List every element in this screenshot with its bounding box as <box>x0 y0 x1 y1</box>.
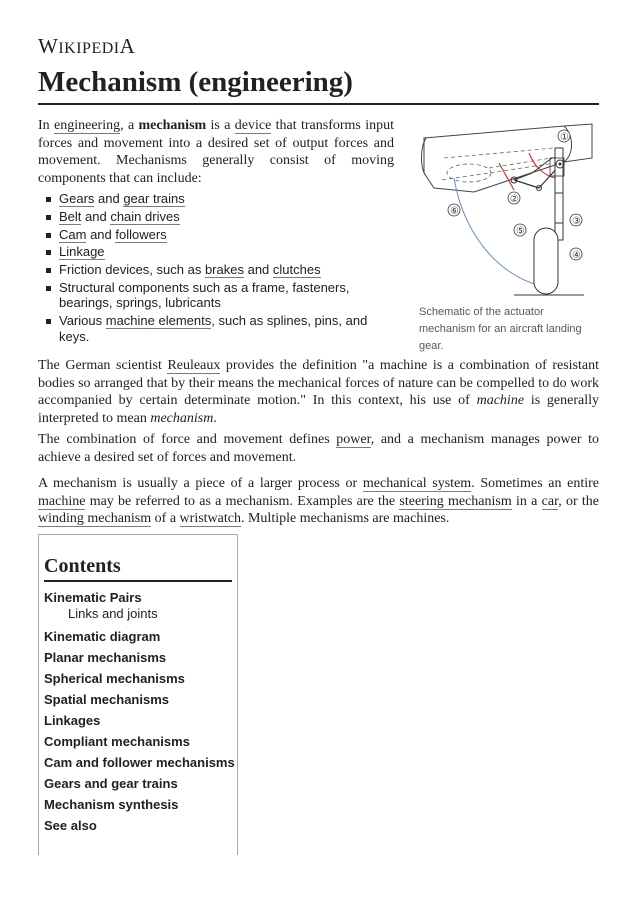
toc-item-spatial-mechanisms[interactable]: Spatial mechanisms <box>44 692 169 707</box>
toc-item-planar-mechanisms[interactable]: Planar mechanisms <box>44 650 167 665</box>
paragraph-examples: A mechanism is usually a piece of a larger process or mechanical system. Sometimes an entire machine may be referred to as a mechanism. Examples are the steering mechanism in a car, or the winding mechanism of a wristwatch. Multiple mechanisms are machines. <box>38 476 599 526</box>
toc-list <box>44 587 235 836</box>
toc-item-compliant-mechanisms[interactable]: Compliant mechanisms <box>44 734 190 749</box>
callout-2: ② <box>510 194 519 205</box>
link-engineering[interactable]: engineering <box>54 118 121 133</box>
callout-5: ⑤ <box>516 226 525 237</box>
landing-gear-schematic[interactable] <box>414 118 600 298</box>
link-wristwatch[interactable]: wristwatch <box>179 511 241 526</box>
toc-heading: Contents <box>44 555 121 577</box>
landing-gear-figure <box>414 118 600 355</box>
paragraph-reuleaux: The German scientist Reuleaux provides the definition "a machine is a combination of resistant bodies so arranged that by their means the mechanical forces of nature can be compelled to do work accompanied by certain determinate motion." In this context, his use of machine is generally interpreted to mean mechanism. <box>38 358 600 426</box>
toc-item-cam-and-follower[interactable]: Cam and follower mechanisms <box>44 755 235 770</box>
link-power[interactable]: power <box>336 432 371 447</box>
link-clutches[interactable]: clutches <box>272 262 321 278</box>
link-followers[interactable]: followers <box>115 226 167 242</box>
link-gears[interactable]: Gears <box>59 191 95 206</box>
link-reuleaux[interactable]: Reuleaux <box>167 358 221 373</box>
link-chain-drives[interactable]: chain drives <box>110 208 180 224</box>
link-steering-mechanism[interactable]: steering mechanism <box>399 493 512 509</box>
link-winding-mechanism[interactable]: winding mechanism <box>38 511 152 526</box>
wikipedia-logo[interactable] <box>38 34 135 59</box>
link-mechanical-system[interactable]: mechanical system <box>362 476 472 491</box>
link-car[interactable]: car <box>541 493 559 509</box>
component-list <box>38 191 388 347</box>
link-machine-elements[interactable]: machine elements <box>105 313 212 329</box>
callout-6: ⑥ <box>450 206 459 217</box>
figure-caption: Schematic of the actuator mechanism for an aircraft landing gear. <box>419 306 582 352</box>
intro-paragraph: In engineering, a mechanism is a device that transforms input forces and movement into a desired set of output forces and movement. Mechanisms generally consist of moving components that can include: <box>38 118 394 186</box>
list-item: Structural components such as a frame, fasteners, bearings, springs, lubricants <box>38 280 388 311</box>
link-machine[interactable]: machine <box>38 493 86 509</box>
list-item: Cam and followers <box>38 227 388 243</box>
toc-item-see-also[interactable]: See also <box>44 818 97 833</box>
logo-letter: A <box>119 34 136 58</box>
toc-divider <box>44 580 232 582</box>
link-device[interactable]: device <box>234 118 272 133</box>
logo-letter: W <box>38 34 59 58</box>
callout-4: ④ <box>572 250 581 261</box>
toc-item-linkages[interactable]: Linkages <box>44 713 101 728</box>
logo-letters: IKIPEDI <box>58 40 120 57</box>
list-item: Friction devices, such as brakes and clutches <box>38 262 388 278</box>
table-of-contents <box>38 534 238 855</box>
toc-item-mechanism-synthesis[interactable]: Mechanism synthesis <box>44 797 179 812</box>
toc-item-spherical-mechanisms[interactable]: Spherical mechanisms <box>44 671 185 686</box>
link-cam[interactable]: Cam <box>59 226 87 242</box>
link-brakes[interactable]: brakes <box>204 262 244 278</box>
list-item: Belt and chain drives <box>38 209 388 225</box>
list-item: Various machine elements, such as splines, pins, and keys. <box>38 313 388 344</box>
toc-item-gears-and-gear-trains[interactable]: Gears and gear trains <box>44 776 178 791</box>
link-gear-trains[interactable]: gear trains <box>123 191 185 206</box>
list-item: Gears and gear trains <box>38 191 388 207</box>
bold-term: mechanism <box>138 118 207 133</box>
title-divider <box>38 103 599 105</box>
list-item <box>38 244 388 260</box>
link-belt[interactable]: Belt <box>59 208 82 224</box>
toc-item-links-and-joints[interactable]: Links and joints <box>68 606 158 621</box>
paragraph-power: The combination of force and movement defines power, and a mechanism manages power to achieve a desired set of forces and movement. <box>38 432 600 465</box>
callout-3: ③ <box>572 216 581 227</box>
link-linkage[interactable]: Linkage <box>59 244 105 260</box>
page-title: Mechanism (engineering) <box>38 66 353 98</box>
callout-1: ① <box>560 132 569 143</box>
toc-item-kinematic-pairs[interactable]: Kinematic Pairs <box>44 590 142 605</box>
toc-item-kinematic-diagram[interactable]: Kinematic diagram <box>44 629 161 644</box>
